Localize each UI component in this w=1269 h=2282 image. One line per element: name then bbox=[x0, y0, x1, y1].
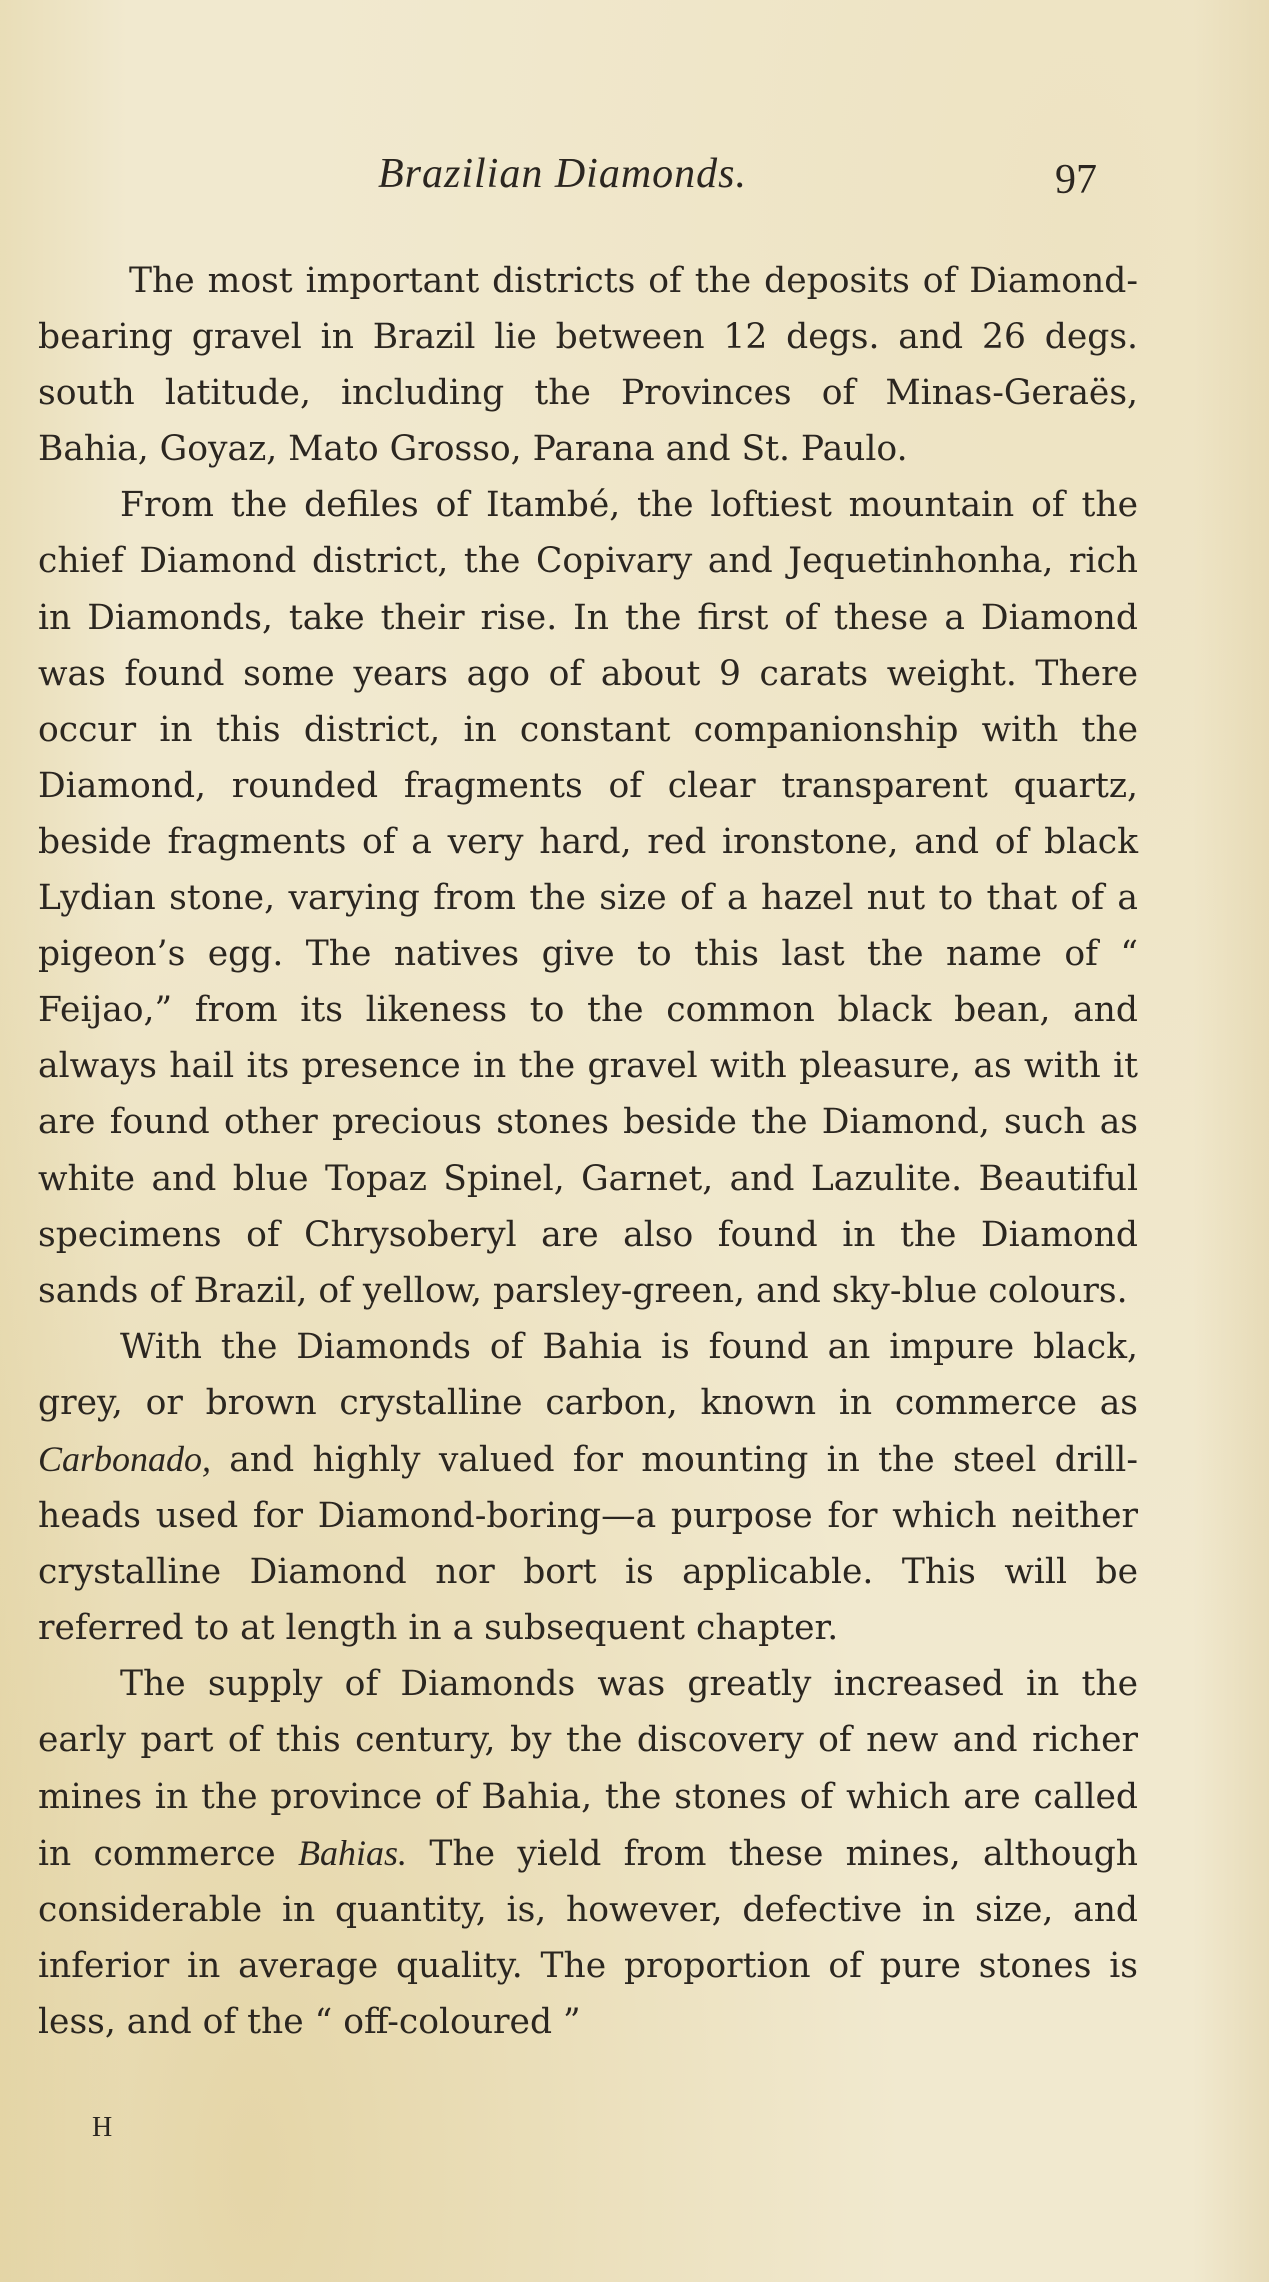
page-header bbox=[0, 150, 1269, 210]
paragraph-itambe: From the defiles of Itambé, the loftiest mountain of the chief Diamond district, the Copivary and Jequetinhonha, rich in Diamonds, take their rise. In the first of these a Diamond was found some years ago of about 9 carats weight. There occur in this district, in constant companionship with the Diamond, rounded fragments of clear transparent quartz, beside fragments of a very hard, red ironstone, and of black Lydian stone, varying from the size of a hazel nut to that of a pigeon’s egg. The natives give to this last the name of “ Feijao,” from its likeness to the common black bean, and always hail its presence in the gravel with pleasure, as with it are found other precious stones beside the Diamond, such as white and blue Topaz Spinel, Garnet, and Lazulite. Beautiful specimens of Chrysoberyl are also found in the Diamond sands of Brazil, of yellow, parsley-green, and sky-blue colours. bbox=[38, 485, 1138, 1311]
body-text bbox=[38, 253, 1138, 2050]
signature-mark: H bbox=[92, 2112, 113, 2143]
carbonado-term: Carbonado, bbox=[38, 1438, 212, 1479]
paragraph-bahias bbox=[38, 1656, 1138, 2050]
paragraph-carbonado bbox=[38, 1319, 1138, 1657]
paragraph-carbonado-text-2: and highly valued for mounting in the steel drill-heads used for Diamond-boring—a purpose for which neither crystalline Diamond nor bort is applicable. This will be referred to at length in a subsequent chapter. bbox=[38, 1439, 1138, 1649]
page-number: 97 bbox=[1055, 157, 1097, 203]
paragraph-bahias-text-1: The supply of Diamonds was greatly increased in the early part of this century, by the discovery of new and richer mines in the province of Bahia, the stones of which are called in commerce bbox=[38, 1664, 1138, 1874]
paragraph-carbonado-text-1: With the Diamonds of Bahia is found an impure black, grey, or brown crystalline carbon, known in commerce as bbox=[38, 1326, 1138, 1423]
running-title: Brazilian Diamonds. bbox=[378, 151, 748, 197]
bahias-term: Bahias. bbox=[298, 1832, 408, 1873]
paragraph-bahias-text-2: The yield from these mines, although considerable in quantity, is, however, defective in size, and inferior in average quality. The proportion of pure stones is less, and of the “ off-coloured ” bbox=[38, 1833, 1139, 2042]
paragraph-districts: The most important districts of the deposits of Diamond-bearing gravel in Brazil lie between 12 degs. and 26 degs. south latitude, including the Provinces of Minas-Geraës, Bahia, Goyaz, Mato Grosso, Parana and St. Paulo. bbox=[38, 261, 1138, 470]
